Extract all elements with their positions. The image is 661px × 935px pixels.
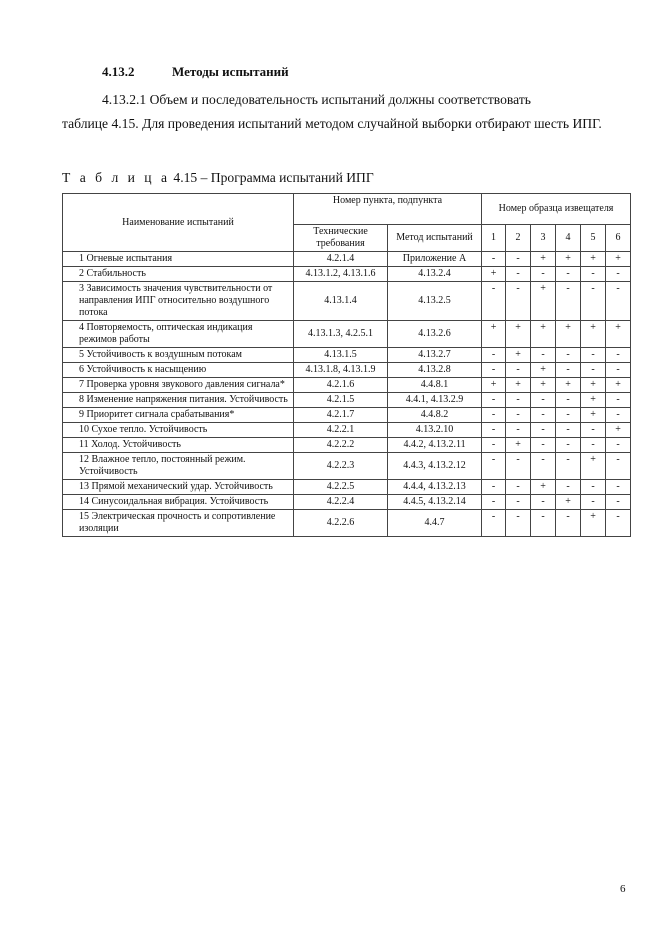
sample-mark-cell: - [506,510,531,537]
test-name-cell [63,348,294,363]
sample-mark-cell: + [556,321,581,348]
sample-mark-cell: + [606,378,631,393]
sample-mark-cell: - [606,480,631,495]
sample-mark-cell: + [581,393,606,408]
sample-mark-cell: - [606,510,631,537]
sample-mark-cell: + [531,282,556,321]
test-name-cell-text: 3 Зависимость значения чувствительности от направления ИПГ относительно воздушного потока [79,283,273,318]
test-method-cell-text: 4.13.2.6 [418,328,451,339]
sample-mark-cell: - [506,363,531,378]
sample-mark-cell: - [482,408,506,423]
test-method-cell [388,510,482,537]
tech-requirements-cell [294,378,388,393]
tech-requirements-cell-text: 4.2.1.6 [326,379,355,390]
table-row [63,252,631,267]
paragraph [62,88,630,136]
caption-text: 4.15 – Программа испытаний ИПГ [170,170,374,185]
sample-mark-cell: - [482,438,506,453]
test-name-cell-text: 15 Электрическая прочность и сопротивление изоляции [79,511,276,534]
sample-mark-cell: - [482,453,506,480]
test-method-cell [388,321,482,348]
sample-mark-cell: - [482,393,506,408]
test-method-cell-text: 4.4.8.1 [420,379,449,390]
sample-mark-cell: + [606,252,631,267]
test-method-cell [388,438,482,453]
test-method-cell-text: 4.13.2.8 [418,364,451,375]
sample-mark-cell: + [531,480,556,495]
table-row [63,495,631,510]
sample-mark-cell: - [531,267,556,282]
test-name-cell [63,267,294,282]
tech-requirements-cell-text: 4.13.1.3, 4.2.5.1 [308,328,373,339]
test-method-cell-text: 4.4.8.2 [420,409,449,420]
sample-mark-cell: - [556,423,581,438]
section-heading [102,64,289,80]
sample-mark-cell: - [606,348,631,363]
test-name-cell-text: 4 Повторяемость, оптическая индикация режимов работы [79,322,253,345]
sample-mark-cell: - [606,453,631,480]
test-method-cell-text: 4.4.1, 4.13.2.9 [405,394,464,405]
test-name-cell-text: 1 Огневые испытания [79,253,173,264]
sample-mark-cell: - [482,423,506,438]
table-row [63,510,631,537]
table-row [63,378,631,393]
sample-mark-cell: - [531,453,556,480]
header-point-group: Номер пункта, подпункта [294,194,482,225]
tech-requirements-cell [294,252,388,267]
test-method-cell [388,348,482,363]
table-row [63,453,631,480]
table-row [63,348,631,363]
sample-mark-cell: - [606,282,631,321]
sample-mark-cell: + [581,510,606,537]
test-name-cell [63,423,294,438]
sample-mark-cell: + [482,267,506,282]
sample-mark-cell: - [606,408,631,423]
test-name-cell-text: 2 Стабильность [79,268,146,279]
sample-mark-cell: - [506,423,531,438]
sample-mark-cell: + [531,321,556,348]
tech-requirements-cell [294,408,388,423]
sample-mark-cell: - [556,348,581,363]
tech-requirements-cell-text: 4.13.1.2, 4.13.1.6 [305,268,376,279]
tech-requirements-cell-text: 4.2.2.6 [326,517,355,528]
tech-requirements-cell-text: 4.2.2.5 [326,481,355,492]
test-method-cell [388,393,482,408]
sample-mark-cell: - [531,438,556,453]
test-method-cell [388,252,482,267]
test-method-cell [388,363,482,378]
header-tech: Технические требования [294,225,388,252]
sample-mark-cell: + [581,321,606,348]
test-name-cell-text: 7 Проверка уровня звукового давления сигнала* [79,379,285,390]
test-name-cell [63,282,294,321]
tech-requirements-cell-text: 4.2.1.5 [326,394,355,405]
test-name-cell-text: 11 Холод. Устойчивость [79,439,181,450]
test-name-cell [63,495,294,510]
sample-mark-cell: - [482,252,506,267]
tech-requirements-cell [294,282,388,321]
tech-requirements-cell [294,438,388,453]
table-caption [62,170,374,186]
sample-mark-cell: + [506,321,531,348]
test-method-cell-text: 4.13.2.4 [418,268,451,279]
sample-mark-cell: - [506,267,531,282]
sample-mark-cell: + [531,363,556,378]
test-name-cell-text: 14 Синусоидальная вибрация. Устойчивость [79,496,269,507]
sample-mark-cell: - [556,453,581,480]
sample-mark-cell: - [556,363,581,378]
tech-requirements-cell [294,480,388,495]
header-sample-3: 3 [531,225,556,252]
test-name-cell [63,321,294,348]
sample-mark-cell: + [482,378,506,393]
paragraph-rest: таблице 4.15. Для проведения испытаний методом случайной выборки отбирают шесть ИПГ. [62,116,602,131]
header-sample-2: 2 [506,225,531,252]
header-method: Метод испытаний [388,225,482,252]
sample-mark-cell: + [581,252,606,267]
sample-mark-cell: + [556,252,581,267]
test-name-cell [63,378,294,393]
header-sample-5: 5 [581,225,606,252]
test-method-cell [388,378,482,393]
sample-mark-cell: - [581,267,606,282]
test-name-cell [63,480,294,495]
test-name-cell [63,252,294,267]
test-method-cell [388,282,482,321]
sample-mark-cell: + [531,252,556,267]
sample-mark-cell: + [606,423,631,438]
header-sample-4: 4 [556,225,581,252]
table-row [63,480,631,495]
header-name: Наименование испытаний [63,194,294,252]
test-name-cell [63,363,294,378]
table-row [63,267,631,282]
test-name-cell-text: 5 Устойчивость к воздушным потокам [79,349,242,360]
sample-mark-cell: - [581,495,606,510]
test-method-cell [388,408,482,423]
sample-mark-cell: + [556,495,581,510]
tech-requirements-cell-text: 4.13.1.8, 4.13.1.9 [305,364,376,375]
test-program-table [62,193,631,537]
tech-requirements-cell [294,423,388,438]
tech-requirements-cell [294,267,388,282]
sample-mark-cell: - [556,408,581,423]
sample-mark-cell: + [581,453,606,480]
test-method-cell-text: 4.4.3, 4.13.2.12 [403,460,466,471]
test-name-cell-text: 13 Прямой механический удар. Устойчивость [79,481,273,492]
test-method-cell-text: 4.13.2.7 [418,349,451,360]
sample-mark-cell: - [482,495,506,510]
sample-mark-cell: - [581,423,606,438]
section-number: 4.13.2 [102,64,135,79]
table-row [63,321,631,348]
test-name-cell-text: 12 Влажное тепло, постоянный режим. Устойчивость [79,454,246,477]
test-name-cell [63,438,294,453]
sample-mark-cell: - [581,363,606,378]
sample-mark-cell: + [506,438,531,453]
test-method-cell [388,267,482,282]
sample-mark-cell: - [531,408,556,423]
sample-mark-cell: - [482,480,506,495]
test-name-cell-text: 6 Устойчивость к насыщению [79,364,207,375]
test-method-cell [388,480,482,495]
sample-mark-cell: - [581,282,606,321]
sample-mark-cell: - [556,282,581,321]
test-method-cell-text: 4.4.4, 4.13.2.13 [403,481,466,492]
test-method-cell [388,495,482,510]
tech-requirements-cell-text: 4.2.1.4 [326,253,355,264]
sample-mark-cell: - [531,348,556,363]
sample-mark-cell: - [606,363,631,378]
test-name-cell-text: 9 Приоритет сигнала срабатывания* [79,409,235,420]
sample-mark-cell: + [506,378,531,393]
table-row [63,438,631,453]
caption-label: Т а б л и ц а [62,170,171,185]
test-method-cell [388,453,482,480]
test-name-cell [63,453,294,480]
sample-mark-cell: + [531,378,556,393]
tech-requirements-cell [294,510,388,537]
tech-requirements-cell-text: 4.2.2.2 [326,439,355,450]
table-row [63,393,631,408]
sample-mark-cell: + [606,321,631,348]
sample-mark-cell: - [506,408,531,423]
sample-mark-cell: + [581,378,606,393]
test-name-cell [63,393,294,408]
table-row [63,408,631,423]
tech-requirements-cell [294,363,388,378]
sample-mark-cell: - [581,348,606,363]
sample-mark-cell: - [531,495,556,510]
test-method-cell-text: 4.13.2.5 [418,295,451,306]
test-name-cell-text: 8 Изменение напряжения питания. Устойчивость [79,394,288,405]
tech-requirements-cell [294,453,388,480]
header-sample-6: 6 [606,225,631,252]
table-row [63,282,631,321]
tech-requirements-cell [294,321,388,348]
sample-mark-cell: - [506,252,531,267]
sample-mark-cell: - [531,423,556,438]
sample-mark-cell: - [506,480,531,495]
sample-mark-cell: - [556,438,581,453]
sample-mark-cell: - [581,438,606,453]
tech-requirements-cell-text: 4.13.1.5 [324,349,357,360]
tech-requirements-cell-text: 4.2.2.4 [326,496,355,507]
header-sample-group: Номер образца извещателя [482,194,631,225]
tech-requirements-cell-text: 4.2.2.1 [326,424,355,435]
sample-mark-cell: - [506,453,531,480]
test-name-cell [63,408,294,423]
sample-mark-cell: + [506,348,531,363]
sample-mark-cell: - [531,393,556,408]
sample-mark-cell: - [482,282,506,321]
sample-mark-cell: - [606,495,631,510]
test-method-cell-text: 4.13.2.10 [415,424,454,435]
sample-mark-cell: + [482,321,506,348]
test-method-cell-text: Приложение А [402,253,467,264]
sample-mark-cell: - [506,282,531,321]
sample-mark-cell: - [606,393,631,408]
sample-mark-cell: - [556,480,581,495]
tech-requirements-cell-text: 4.2.2.3 [326,460,355,471]
sample-mark-cell: - [606,438,631,453]
tech-requirements-cell [294,495,388,510]
table-row [63,363,631,378]
sample-mark-cell: - [482,348,506,363]
sample-mark-cell: - [482,363,506,378]
sample-mark-cell: - [581,480,606,495]
header-sample-1: 1 [482,225,506,252]
paragraph-lead: 4.13.2.1 Объем и последовательность испытаний должны соответствовать [102,92,531,107]
sample-mark-cell: - [556,393,581,408]
tech-requirements-cell [294,348,388,363]
table-row [63,423,631,438]
test-method-cell-text: 4.4.5, 4.13.2.14 [403,496,466,507]
test-method-cell-text: 4.4.7 [424,517,445,528]
test-name-cell-text: 10 Сухое тепло. Устойчивость [79,424,208,435]
test-method-cell-text: 4.4.2, 4.13.2.11 [403,439,466,450]
sample-mark-cell: - [606,267,631,282]
sample-mark-cell: - [556,267,581,282]
section-title: Методы испытаний [172,64,289,79]
sample-mark-cell: - [556,510,581,537]
tech-requirements-cell [294,393,388,408]
tech-requirements-cell-text: 4.13.1.4 [324,295,357,306]
page-number: 6 [620,883,626,895]
sample-mark-cell: - [482,510,506,537]
test-name-cell [63,510,294,537]
sample-mark-cell: + [581,408,606,423]
sample-mark-cell: - [531,510,556,537]
sample-mark-cell: + [556,378,581,393]
test-method-cell [388,423,482,438]
sample-mark-cell: - [506,393,531,408]
sample-mark-cell: - [506,495,531,510]
tech-requirements-cell-text: 4.2.1.7 [326,409,355,420]
